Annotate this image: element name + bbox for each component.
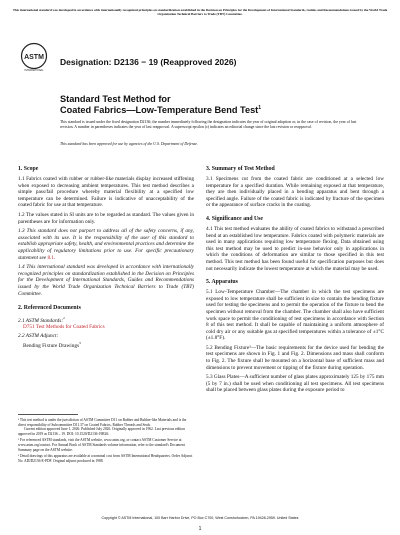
para-1-3: 1.3 This standard does not purport to address all of the safety concerns, if any, associated with its use. It is the responsibility of the user of this standard to establish appropriate safety, health, and environmental practices and determine the applicability of regulatory limitations prior to use. For specific precautionary statement see 8.1. — [18, 228, 194, 261]
ref-title[interactable]: Test Methods for Coated Fabrics — [35, 324, 105, 331]
scope-heading: 1. Scope — [18, 166, 39, 172]
footnote-ref-2[interactable]: 2 — [63, 316, 65, 321]
footnote-1-edition: Current edition approved June 1, 2026. Published July 2026. Originally approved in 1962. Last previous edition approved in 2019 as D2136 – 19. DOI: 10.1520/D2136-19R26. — [18, 427, 185, 436]
page-number: 1 — [198, 526, 202, 532]
footnote-1: ¹ This test method is under the jurisdiction of ASTM Committee D11 on Rubber and Rubber-like Materials and is the direct responsibility of Subcommittee D11.37 on Coated Fabrics, Rubber Threads and Seals. — [18, 418, 187, 427]
svg-text:INTERNATIONAL: INTERNATIONAL — [24, 69, 44, 72]
footnote-2: ² For referenced ASTM standards, visit the ASTM website, www.astm.org, or contact ASTM Customer Service at www.astm.org/contact. For Annual Book of ASTM Standards volume information, refer to the standard's Document Summary page on the ASTM website. — [18, 438, 185, 452]
copyright-footer: Copyright © ASTM International, 100 Barr Harbor Drive, PO Box C700, West Conshohocken, PA 19428-2959. United States — [101, 516, 299, 520]
section-8-1-link[interactable]: 8.1 — [47, 254, 55, 261]
para-5-3: 5.3 Glass Plates—A sufficient number of glass plates approximately 125 by 175 mm (5 by 7 in.) shall be used when conditioning all test specimens. All test specimens shall be placed between glass plates during the exposure period to — [206, 374, 384, 394]
dod-note: This standard has been approved for use by agencies of the U.S. Department of Defense. — [60, 142, 198, 146]
designation: Designation: D2136 − 19 (Reapproved 2026) — [60, 57, 237, 67]
summary-heading: 3. Summary of Test Method — [206, 166, 275, 172]
para-1-1: 1.1 Fabrics coated with rubber or rubber-like materials display increased stiffening when exposed to decreasing ambient temperatures. This test method describes a simple pass/fail procedure whereby material flexibility at a specified low temperature can be determined. Failure is indicative of unacceptability of the coated fabric for use at that temperature. — [18, 176, 194, 209]
referenced-docs-heading: 2. Referenced Documents — [18, 305, 81, 312]
title-line-2 — [60, 105, 261, 115]
para-4-1: 4.1 This test method evaluates the ability of coated fabrics to withstand a prescribed bend at an established low temperature. Fabrics coated with polymeric materials are used in many applications requiring low temperature flexing. Data obtained using this test method may be used to predict in-use behavior only in applications in which the conditions of deformation are similar to those specified in this test method. This test method has been found useful for specification purposes but does not necessarily indicate the lowest temperature at which the material may be used. — [206, 225, 384, 272]
title-footnote-ref[interactable]: 1 — [258, 105, 262, 111]
para-2-2: 2.2 ASTM Adjunct: — [18, 333, 59, 340]
para-1-3-text: 1.3 This standard does not purport to address all of the safety concerns, if any, associated with its use. It is the responsibility of the user of this standard to establish appropriate safety, health, and environmental practices and determine the applicability of regulatory limitations prior to use. For specific precautionary statement see — [18, 228, 194, 261]
footnote-3: ³ Detail drawings of this apparatus are available at a nominal cost from ASTM International Headquarters. Order Adjunct No. ADJD2136-E-PDF. Original adjunct produced in 1988. — [18, 454, 193, 463]
adjunct-item — [18, 340, 194, 349]
footnotes — [18, 418, 194, 463]
footnote-rule — [18, 414, 78, 415]
para-5-1: 5.1 Low-Temperature Chamber—The chamber in which the test specimens are exposed to low temperature shall be sufficient in size to contain the bending fixture used for testing the specimens and to permit the operation of the fixture to bend the specimen without removal from the chamber. The chamber shall also have sufficient work space to permit the conditioning of test specimens in accordance with Section 8 of this test method. It shall be capable of maintaining a uniform atmosphere of cold dry air or any suitable gas at specified temperatures within a tolerance of ±1°C (±1.8°F). — [206, 289, 384, 342]
title-line-1: Standard Test Method for — [60, 94, 171, 104]
wto-notice: This international standard was developed in accordance with internationally recognized principles on standardization established in the Decision on Principles for the Development of International Standards, Guides and Recommendations issued by the World Trade Organization Technical Barriers to Trade (TBT) Committee. — [12, 8, 388, 17]
para-1-2: 1.2 The values stated in SI units are to be regarded as standard. The values given in parentheses are for information only. — [18, 211, 194, 225]
title-text: Coated Fabrics—Low-Temperature Bend Test — [60, 105, 259, 116]
para-5-2: 5.2 Bending Fixture³—The basic requirements for the device used for bending the test specimens are shown in Fig. 1 and Fig. 2. Dimensions and mass shall conform to Fig. 2. The fixture shall be mounted on a horizontal base of sufficient mass and dimensions to prevent movement or tipping of the fixture during operation. — [206, 344, 384, 371]
para-3-1: 3.1 Specimens cut from the coated fabric are conditioned at a selected low temperature for a specified duration. While remaining exposed at that temperature, they are then individually placed in a bending apparatus and bent through a specified angle. Failure of the coated fabric is indicated by fracture of the specimen or the appearance of surface cracks in the coating. — [206, 176, 384, 209]
svg-text:ASTM: ASTM — [24, 54, 44, 61]
para-1-4: 1.4 This international standard was developed in accordance with internationally recognized principles on standardization established in the Decision on Principles for the Development of International Standards, Guides and Recommendations issued by the World Trade Organization Technical Barriers to Trade (TBT) Committee. — [18, 264, 194, 297]
astm-logo — [20, 38, 48, 74]
ref-code[interactable]: D751 — [23, 324, 35, 331]
adjunct-text: Bending Fixture Drawings — [23, 342, 79, 349]
para-2-1-text: 2.1 ASTM Standards: — [18, 317, 64, 324]
section-scope — [18, 166, 194, 349]
footnote-ref-3[interactable]: 3 — [79, 340, 81, 345]
right-column — [206, 166, 384, 394]
significance-heading: 4. Significance and Use — [206, 215, 264, 222]
standard-note: This standard is issued under the fixed designation D2136; the number immediately following the designation indicates the year of original adoption or, in the case of revision, the year of last revision. A number in parentheses indicates the year of last reapproval. A superscript epsilon (ε) indicates an editorial change since the last revision or reapproval. — [60, 120, 357, 129]
apparatus-heading: 5. Apparatus — [206, 279, 238, 286]
ref-d751[interactable] — [18, 324, 194, 331]
